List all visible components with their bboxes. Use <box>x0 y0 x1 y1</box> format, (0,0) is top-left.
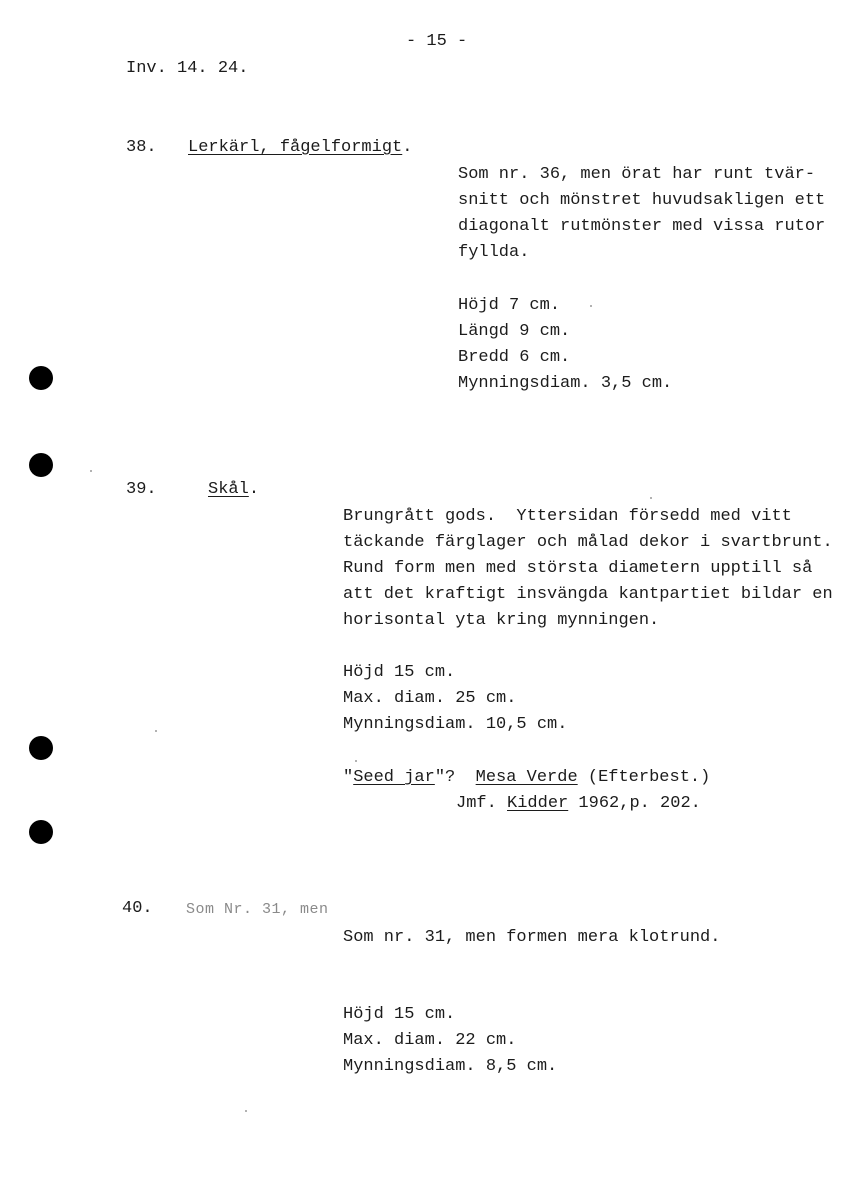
inventory-number: Inv. 14. 24. <box>126 59 249 78</box>
entry-38-title <box>188 138 412 157</box>
entry-39-citation-line <box>456 791 701 817</box>
description-line: Som nr. 36, men örat har runt tvär- <box>458 165 816 184</box>
measurement-line: Mynningsdiam. 8,5 cm. <box>343 1057 558 1076</box>
entry-39-seed-jar-line <box>343 765 710 791</box>
description-line: Rund form men med största diametern upptill så <box>343 559 813 578</box>
description-line: horisontal yta kring mynningen. <box>343 611 660 630</box>
description-line: snitt och mönstret huvudsakligen ett <box>458 191 826 210</box>
entry-40-number: 40. <box>122 899 153 918</box>
description-line: fyllda. <box>458 243 530 262</box>
citation-detail: 1962,p. 202. <box>568 794 701 813</box>
entry-38-title-suffix: . <box>402 138 413 157</box>
entry-38-title-text: Lerkärl, fågelformigt <box>188 138 403 157</box>
entry-40-struck-text: Som Nr. 31, men <box>186 901 329 918</box>
description-line: Som nr. 31, men formen mera klotrund. <box>343 928 721 947</box>
measurement-line: Mynningsdiam. 3,5 cm. <box>458 374 673 393</box>
description-line: täckande färglager och målad dekor i svartbrunt. <box>343 533 833 552</box>
speck <box>650 497 652 499</box>
measurement-line: Höjd 15 cm. <box>343 1005 456 1024</box>
description-line: diagonalt rutmönster med vissa rutor <box>458 217 826 236</box>
punch-hole-2 <box>29 453 53 477</box>
measurement-line: Höjd 7 cm. <box>458 296 561 315</box>
place-name: Mesa Verde <box>475 768 578 787</box>
entry-38-number: 38. <box>126 138 157 157</box>
speck <box>245 1110 247 1112</box>
speck <box>590 305 592 307</box>
entry-39-title-suffix: . <box>248 480 260 499</box>
quote-open: " <box>343 768 354 787</box>
speck <box>90 470 92 472</box>
jmf-label: Jmf. <box>456 794 508 813</box>
punch-hole-1 <box>29 366 53 390</box>
measurement-line: Längd 9 cm. <box>458 322 571 341</box>
measurement-line: Bredd 6 cm. <box>458 348 571 367</box>
quote-close: "? <box>434 768 456 787</box>
page-number: - 15 - <box>406 32 468 51</box>
measurement-line: Max. diam. 25 cm. <box>343 689 517 708</box>
spacer <box>455 768 475 787</box>
speck <box>355 760 357 762</box>
entry-39-title-text: Skål <box>208 480 249 499</box>
measurement-line: Mynningsdiam. 10,5 cm. <box>343 715 568 734</box>
punch-hole-4 <box>29 820 53 844</box>
entry-39-number: 39. <box>126 480 157 499</box>
entry-39-title <box>208 480 259 499</box>
speck <box>155 730 157 732</box>
description-line: att det kraftigt insvängda kantpartiet bildar en <box>343 585 833 604</box>
measurement-line: Höjd 15 cm. <box>343 663 456 682</box>
citation-author: Kidder <box>507 794 569 813</box>
punch-hole-3 <box>29 736 53 760</box>
measurement-line: Max. diam. 22 cm. <box>343 1031 517 1050</box>
place-note: (Efterbest.) <box>577 768 711 787</box>
description-line: Brungrått gods. Yttersidan försedd med vitt <box>343 507 792 526</box>
seed-jar-term: Seed jar <box>353 768 435 787</box>
